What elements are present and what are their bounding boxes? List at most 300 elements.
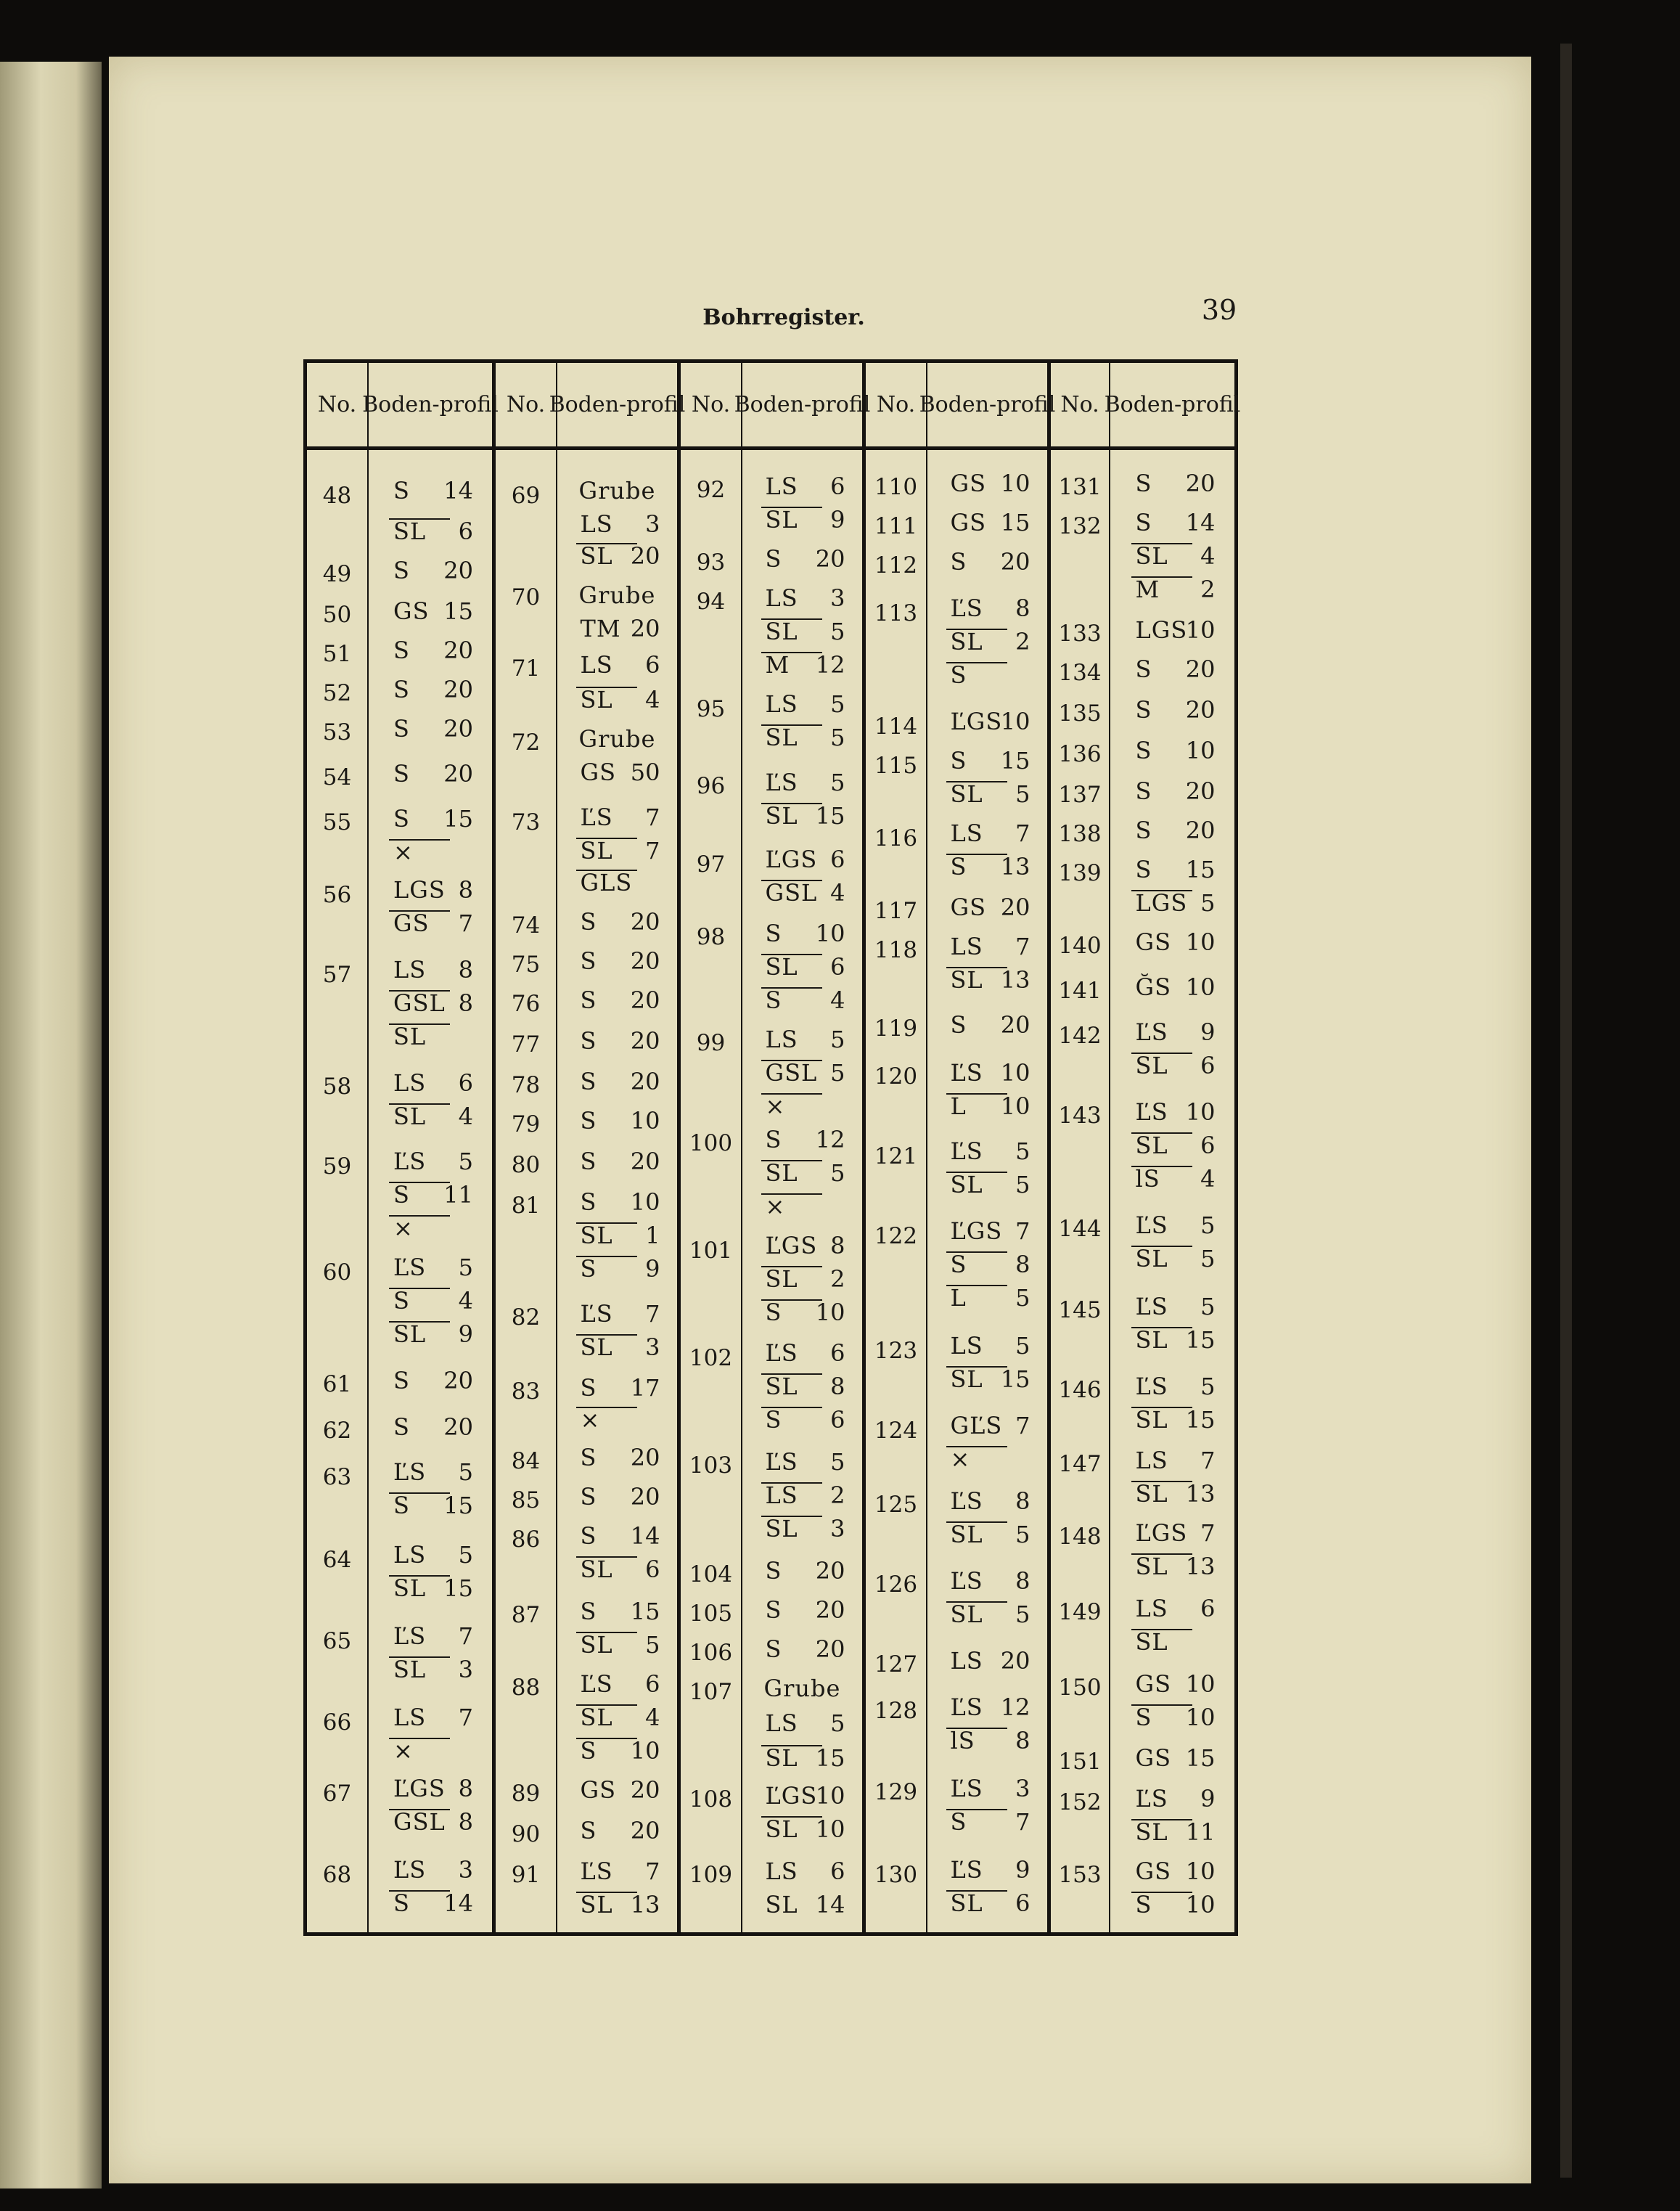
soil-type: L <box>950 1092 967 1120</box>
table-column-group <box>307 363 499 1932</box>
soil-layer-cell <box>570 686 665 721</box>
soil-layer-cell <box>383 805 478 840</box>
soil-layer-entry <box>557 1704 677 1738</box>
soil-layer-entry <box>1110 1818 1234 1853</box>
soil-layer-entry <box>927 1217 1047 1252</box>
soil-type: LS <box>580 651 613 679</box>
soil-layer-entry <box>927 1365 1047 1400</box>
soil-type: SL <box>950 1889 983 1917</box>
soil-type: × <box>765 1193 786 1220</box>
soil-layer-cell <box>755 1299 850 1333</box>
soil-layer-entry <box>1110 1670 1234 1705</box>
layer-thickness: 5 <box>1200 1211 1216 1239</box>
soil-type: S <box>580 1374 597 1402</box>
layer-thickness: 6 <box>645 651 660 679</box>
soil-layer-entry <box>1110 1447 1234 1482</box>
soil-type: S <box>393 1181 410 1209</box>
layer-thickness: 4 <box>645 686 660 714</box>
soil-type: GS <box>580 759 616 786</box>
soil-type: × <box>765 1092 786 1120</box>
soil-type: LS <box>950 1332 983 1360</box>
soil-layer-cell <box>941 894 1035 928</box>
soil-type: LS <box>765 1858 798 1885</box>
layer-thickness: 13 <box>1000 853 1030 880</box>
soil-type: SL <box>765 802 798 830</box>
soil-layer-cell <box>1126 470 1220 504</box>
layer-thickness: 10 <box>1185 737 1216 764</box>
soil-layer-cell <box>383 1775 478 1810</box>
soil-type: S <box>580 1068 597 1095</box>
layer-thickness: 4 <box>1200 1165 1216 1193</box>
bore-number: 114 <box>874 714 918 740</box>
soil-type: S <box>1135 1704 1152 1731</box>
soil-layer-cell <box>755 1232 850 1267</box>
number-column <box>866 363 927 1932</box>
soil-layer-entry <box>742 802 862 837</box>
soil-layer-cell <box>570 1148 665 1182</box>
layer-thickness: 10 <box>630 1107 660 1135</box>
soil-type: ĽS <box>950 1775 983 1802</box>
soil-type: SL <box>393 1574 427 1602</box>
soil-type: S <box>765 545 782 573</box>
soil-layer-entry <box>927 509 1047 544</box>
soil-layer-cell <box>383 956 478 991</box>
soil-layer-cell <box>941 1487 1035 1522</box>
soil-layer-entry <box>369 1103 492 1137</box>
layer-thickness: 20 <box>1185 655 1216 683</box>
bore-number: 56 <box>322 882 352 908</box>
bore-number: 148 <box>1058 1524 1102 1550</box>
layer-thickness: 14 <box>630 1522 660 1550</box>
soil-layer-entry <box>742 506 862 541</box>
soil-layer-cell <box>941 1601 1035 1635</box>
soil-type: SL <box>580 1333 613 1361</box>
soil-layer-cell <box>755 1515 850 1550</box>
soil-layer-entry <box>369 876 492 911</box>
table-column-group <box>862 363 1056 1932</box>
soil-type: S <box>765 1406 782 1434</box>
bore-number: 104 <box>689 1561 733 1587</box>
soil-type: GS <box>950 470 986 497</box>
layer-thickness: 7 <box>645 837 660 865</box>
layer-thickness: 5 <box>830 1026 845 1053</box>
bore-number: 83 <box>511 1378 541 1405</box>
soil-layer-cell <box>755 1373 850 1407</box>
layer-thickness: 6 <box>830 473 845 500</box>
soil-type: S <box>1135 856 1152 883</box>
soil-layer-entry <box>557 1148 677 1182</box>
layer-thickness: 5 <box>1015 780 1030 808</box>
bore-number: 100 <box>689 1130 733 1156</box>
soil-layer-cell <box>941 1332 1035 1367</box>
soil-layer-entry <box>742 1373 862 1407</box>
layer-thickness: 7 <box>645 804 660 831</box>
soil-layer-entry <box>1110 1858 1234 1892</box>
bore-number: 150 <box>1058 1675 1102 1701</box>
bore-number: 109 <box>689 1862 733 1888</box>
layer-thickness: 20 <box>630 1444 660 1471</box>
layer-thickness: 15 <box>815 1744 845 1772</box>
layer-thickness: 7 <box>458 1704 473 1731</box>
soil-type: ĽGS <box>950 708 1003 735</box>
soil-layer-cell <box>755 1026 850 1060</box>
soil-layer-cell <box>1126 542 1220 577</box>
soil-layer-entry <box>742 1092 862 1127</box>
bore-number: 153 <box>1058 1862 1102 1888</box>
soil-layer-cell <box>941 1011 1035 1046</box>
layer-thickness: 15 <box>1000 747 1030 775</box>
bore-number: 120 <box>874 1063 918 1090</box>
layer-thickness: 6 <box>830 846 845 873</box>
soil-layer-cell <box>570 1444 665 1479</box>
profile-column <box>549 363 686 1932</box>
layer-thickness: 13 <box>630 1891 660 1918</box>
soil-layer-entry <box>742 473 862 507</box>
soil-type: SL <box>393 518 427 545</box>
soil-type: GLS <box>580 869 633 896</box>
soil-type: SL <box>765 1891 798 1918</box>
soil-layer-cell <box>570 759 665 793</box>
layer-thickness: 10 <box>815 920 845 947</box>
soil-layer-cell <box>941 1775 1035 1810</box>
bore-number: 82 <box>511 1304 541 1331</box>
soil-layer-cell <box>1126 1670 1220 1705</box>
soil-layer-cell <box>941 1567 1035 1602</box>
layer-thickness: 5 <box>1015 1171 1030 1198</box>
profile-column <box>919 363 1056 1932</box>
soil-type: × <box>393 1214 414 1242</box>
soil-layer-entry <box>369 956 492 991</box>
layer-thickness: 4 <box>458 1103 473 1130</box>
soil-type: ĽGS <box>1135 1519 1188 1547</box>
soil-layer-cell <box>570 1817 665 1852</box>
soil-layer-cell <box>941 1284 1035 1319</box>
soil-layer-entry <box>1110 1018 1234 1053</box>
layer-thickness: 14 <box>443 1889 473 1917</box>
soil-type: SL <box>950 1171 983 1198</box>
soil-layer-entry <box>927 1412 1047 1447</box>
soil-type: LS <box>580 510 613 538</box>
soil-layer-entry <box>1110 1891 1234 1926</box>
soil-type: LGS <box>393 876 446 904</box>
soil-layer-entry <box>557 1300 677 1335</box>
soil-layer-cell <box>383 1148 478 1182</box>
soil-type: S <box>580 1483 597 1511</box>
soil-type: SL <box>580 1556 613 1583</box>
soil-layer-cell <box>570 615 665 650</box>
table-column-group <box>1047 363 1241 1932</box>
soil-layer-entry <box>927 708 1047 743</box>
soil-type: ĽS <box>580 1858 613 1885</box>
soil-type: S <box>393 715 410 743</box>
soil-layer-entry <box>369 557 492 592</box>
soil-layer-entry <box>927 1092 1047 1127</box>
soil-type: SL <box>765 1373 798 1400</box>
soil-type: LS <box>1135 1447 1168 1474</box>
soil-type: S <box>580 1107 597 1135</box>
soil-layer-entry <box>1110 542 1234 577</box>
soil-layer-cell <box>1126 1704 1220 1738</box>
soil-layer-entry <box>742 545 862 580</box>
soil-type: × <box>393 1737 414 1765</box>
layer-thickness: 15 <box>1185 856 1216 883</box>
bore-number: 139 <box>1058 860 1102 886</box>
soil-layer-cell <box>383 1458 478 1493</box>
bore-number: 97 <box>696 851 726 878</box>
soil-layer-entry <box>557 1817 677 1852</box>
soil-layer-entry <box>1110 509 1234 544</box>
soil-layer-entry <box>369 477 492 512</box>
layer-thickness: 10 <box>1000 1092 1030 1120</box>
soil-type: S <box>393 1492 410 1519</box>
soil-layer-cell <box>570 542 665 577</box>
soil-layer-cell <box>755 545 850 580</box>
header-line-1: Boden- <box>734 391 812 417</box>
soil-layer-cell <box>570 1858 665 1892</box>
soil-layer-entry <box>369 1214 492 1249</box>
soil-type: S <box>580 1522 597 1550</box>
soil-type: SL <box>1135 542 1168 570</box>
soil-type: ĽS <box>393 1148 427 1175</box>
soil-layer-cell <box>1126 696 1220 731</box>
layer-thickness: 9 <box>645 1255 660 1283</box>
soil-type: S <box>1135 655 1152 683</box>
layer-thickness: 20 <box>1000 894 1030 921</box>
layer-thickness: 11 <box>443 1181 473 1209</box>
soil-layer-entry <box>927 1889 1047 1924</box>
soil-layer-entry <box>369 910 492 944</box>
soil-layer-entry <box>927 661 1047 696</box>
soil-layer-cell <box>1126 655 1220 690</box>
layer-thickness: 10 <box>630 1188 660 1216</box>
soil-layer-cell <box>570 1670 665 1705</box>
bore-number: 92 <box>696 477 726 503</box>
bore-number: 126 <box>874 1572 918 1598</box>
bore-number: 141 <box>1058 978 1102 1004</box>
soil-type: S <box>580 1188 597 1216</box>
bore-number: 140 <box>1058 933 1102 959</box>
soil-type: SL <box>580 542 613 570</box>
bore-number: 87 <box>511 1602 541 1628</box>
bore-number: 135 <box>1058 700 1102 727</box>
soil-type: LS <box>765 690 798 718</box>
soil-layer-cell <box>1126 1553 1220 1587</box>
profile-column <box>1104 363 1241 1932</box>
layer-thickness: 15 <box>443 597 473 625</box>
bore-number: 68 <box>322 1862 352 1888</box>
soil-layer-cell <box>383 1492 478 1527</box>
soil-layer-cell <box>941 780 1035 815</box>
soil-type: S <box>1135 777 1152 805</box>
soil-layer-cell <box>1126 1098 1220 1133</box>
soil-layer-cell <box>941 548 1035 583</box>
soil-layer-entry <box>1110 777 1234 812</box>
bore-number: 85 <box>511 1487 541 1513</box>
soil-type: SL <box>950 1601 983 1628</box>
soil-type: Grube <box>578 725 656 753</box>
soil-layer-entry <box>1110 1553 1234 1587</box>
soil-layer-cell <box>755 1557 850 1592</box>
soil-type: ĽS <box>393 1856 427 1884</box>
soil-type: ĽS <box>580 1300 613 1328</box>
soil-type: S <box>1135 1891 1152 1918</box>
soil-layer-cell <box>1126 928 1220 963</box>
bore-number: 99 <box>696 1030 726 1056</box>
soil-layer-cell <box>941 1217 1035 1252</box>
layer-thickness: 10 <box>1185 1670 1216 1698</box>
soil-layer-entry <box>927 470 1047 504</box>
header-line-1: Boden- <box>362 391 440 417</box>
soil-type: ĽS <box>765 769 798 796</box>
layer-thickness: 10 <box>1000 708 1030 735</box>
soil-layer-entry <box>369 1889 492 1924</box>
soil-type: ĽS <box>765 1448 798 1476</box>
layer-thickness: 6 <box>458 1069 473 1097</box>
soil-layer-cell <box>941 1092 1035 1127</box>
layer-thickness: 10 <box>1000 1059 1030 1087</box>
bore-number: 121 <box>874 1143 918 1169</box>
soil-layer-entry <box>927 780 1047 815</box>
soil-layer-entry <box>369 805 492 840</box>
bore-number: 125 <box>874 1492 918 1518</box>
layer-thickness: 20 <box>630 1483 660 1511</box>
layer-thickness: 9 <box>1200 1018 1216 1046</box>
soil-layer-cell <box>755 1265 850 1300</box>
soil-type: TM <box>580 615 621 642</box>
soil-layer-entry <box>927 1445 1047 1480</box>
bore-number: 67 <box>322 1781 352 1807</box>
soil-layer-cell <box>570 1027 665 1062</box>
bore-number: 63 <box>322 1464 352 1490</box>
layer-thickness: 15 <box>443 1492 473 1519</box>
soil-layer-entry <box>557 1598 677 1632</box>
soil-layer-cell <box>941 1693 1035 1728</box>
number-column <box>307 363 369 1932</box>
bore-number: 142 <box>1058 1023 1102 1049</box>
soil-layer-cell <box>941 1727 1035 1762</box>
bore-number: 110 <box>874 474 918 500</box>
layer-thickness: 13 <box>1000 966 1030 994</box>
header-line-2: profil <box>1181 391 1241 417</box>
bore-number: 102 <box>689 1345 733 1371</box>
soil-layer-entry <box>742 584 862 619</box>
layer-thickness: 5 <box>830 769 845 796</box>
soil-layer-cell <box>755 1193 850 1227</box>
soil-type: LS <box>765 1482 798 1509</box>
bore-number: 136 <box>1058 741 1102 767</box>
soil-layer-cell <box>941 1171 1035 1206</box>
soil-type: ĽS <box>1135 1293 1168 1320</box>
bore-number: 60 <box>322 1259 352 1286</box>
soil-type: ĽS <box>393 1458 427 1486</box>
soil-layer-entry <box>369 1775 492 1810</box>
soil-layer-entry <box>742 1482 862 1516</box>
soil-layer-cell <box>570 477 665 512</box>
bore-number: 119 <box>874 1015 918 1042</box>
layer-thickness: 7 <box>645 1300 660 1328</box>
soil-layer-entry <box>557 1858 677 1892</box>
soil-layer-cell <box>383 838 478 873</box>
soil-layer-cell <box>570 1107 665 1142</box>
soil-layer-entry <box>927 1693 1047 1728</box>
layer-thickness: 20 <box>815 545 845 573</box>
soil-type: GS <box>1135 928 1171 956</box>
bore-number: 152 <box>1058 1789 1102 1815</box>
bore-number: 61 <box>322 1371 352 1397</box>
soil-layer-cell <box>755 769 850 804</box>
soil-layer-entry <box>1110 856 1234 891</box>
soil-type: ĽS <box>950 594 983 622</box>
soil-layer-cell <box>383 1889 478 1924</box>
soil-type: S <box>580 908 597 936</box>
soil-type: S <box>580 1027 597 1055</box>
soil-type: S <box>580 1444 597 1471</box>
soil-type: SL <box>950 628 983 655</box>
layer-thickness: 6 <box>830 1339 845 1367</box>
soil-type: SL <box>1135 1818 1168 1846</box>
layer-thickness: 5 <box>1200 889 1216 917</box>
layer-thickness: 5 <box>1200 1293 1216 1320</box>
soil-type: ĽS <box>1135 1785 1168 1812</box>
soil-layer-cell <box>755 618 850 653</box>
soil-layer-cell <box>383 1367 478 1402</box>
soil-layer-cell <box>941 1889 1035 1924</box>
bore-number: 69 <box>511 483 541 509</box>
layer-thickness: 5 <box>1015 1137 1030 1165</box>
soil-layer-cell <box>383 1541 478 1576</box>
soil-type: S <box>765 920 782 947</box>
bore-number: 147 <box>1058 1451 1102 1477</box>
soil-type: SL <box>1135 1406 1168 1434</box>
layer-thickness: 20 <box>443 1413 473 1441</box>
bore-number: 133 <box>1058 621 1102 647</box>
layer-thickness: 3 <box>830 1515 845 1542</box>
soil-layer-cell <box>755 1126 850 1161</box>
soil-layer-entry <box>927 1647 1047 1682</box>
soil-layer-cell <box>383 1413 478 1448</box>
column-header-profile <box>734 363 871 450</box>
soil-layer-entry <box>742 1675 862 1709</box>
layer-thickness: 50 <box>630 759 660 786</box>
soil-layer-cell <box>1126 576 1220 610</box>
soil-type: ĽS <box>580 804 613 831</box>
layer-thickness: 8 <box>1015 1487 1030 1515</box>
soil-layer-cell <box>941 1445 1035 1480</box>
soil-layer-cell <box>570 1300 665 1335</box>
bore-number: 113 <box>874 600 918 626</box>
soil-layer-cell <box>383 637 478 671</box>
soil-layer-cell <box>941 1521 1035 1556</box>
bore-number: 59 <box>322 1153 352 1180</box>
soil-type: SL <box>393 1023 427 1050</box>
soil-layer-entry <box>927 1284 1047 1319</box>
borehole-register-table <box>303 359 1241 1936</box>
layer-thickness: 2 <box>1200 576 1216 603</box>
layer-thickness: 3 <box>645 510 660 538</box>
bore-number: 149 <box>1058 1599 1102 1625</box>
soil-layer-entry <box>742 1232 862 1267</box>
soil-layer-cell <box>941 1808 1035 1843</box>
layer-thickness: 10 <box>815 1299 845 1326</box>
soil-type: M <box>765 651 790 679</box>
soil-layer-entry <box>1110 1293 1234 1328</box>
soil-type: ĽS <box>950 1567 983 1595</box>
soil-layer-cell <box>383 1320 478 1355</box>
soil-type: S <box>950 1808 967 1836</box>
bore-number: 123 <box>874 1338 918 1364</box>
soil-layer-entry <box>1110 1406 1234 1441</box>
bore-number: 86 <box>511 1527 541 1553</box>
